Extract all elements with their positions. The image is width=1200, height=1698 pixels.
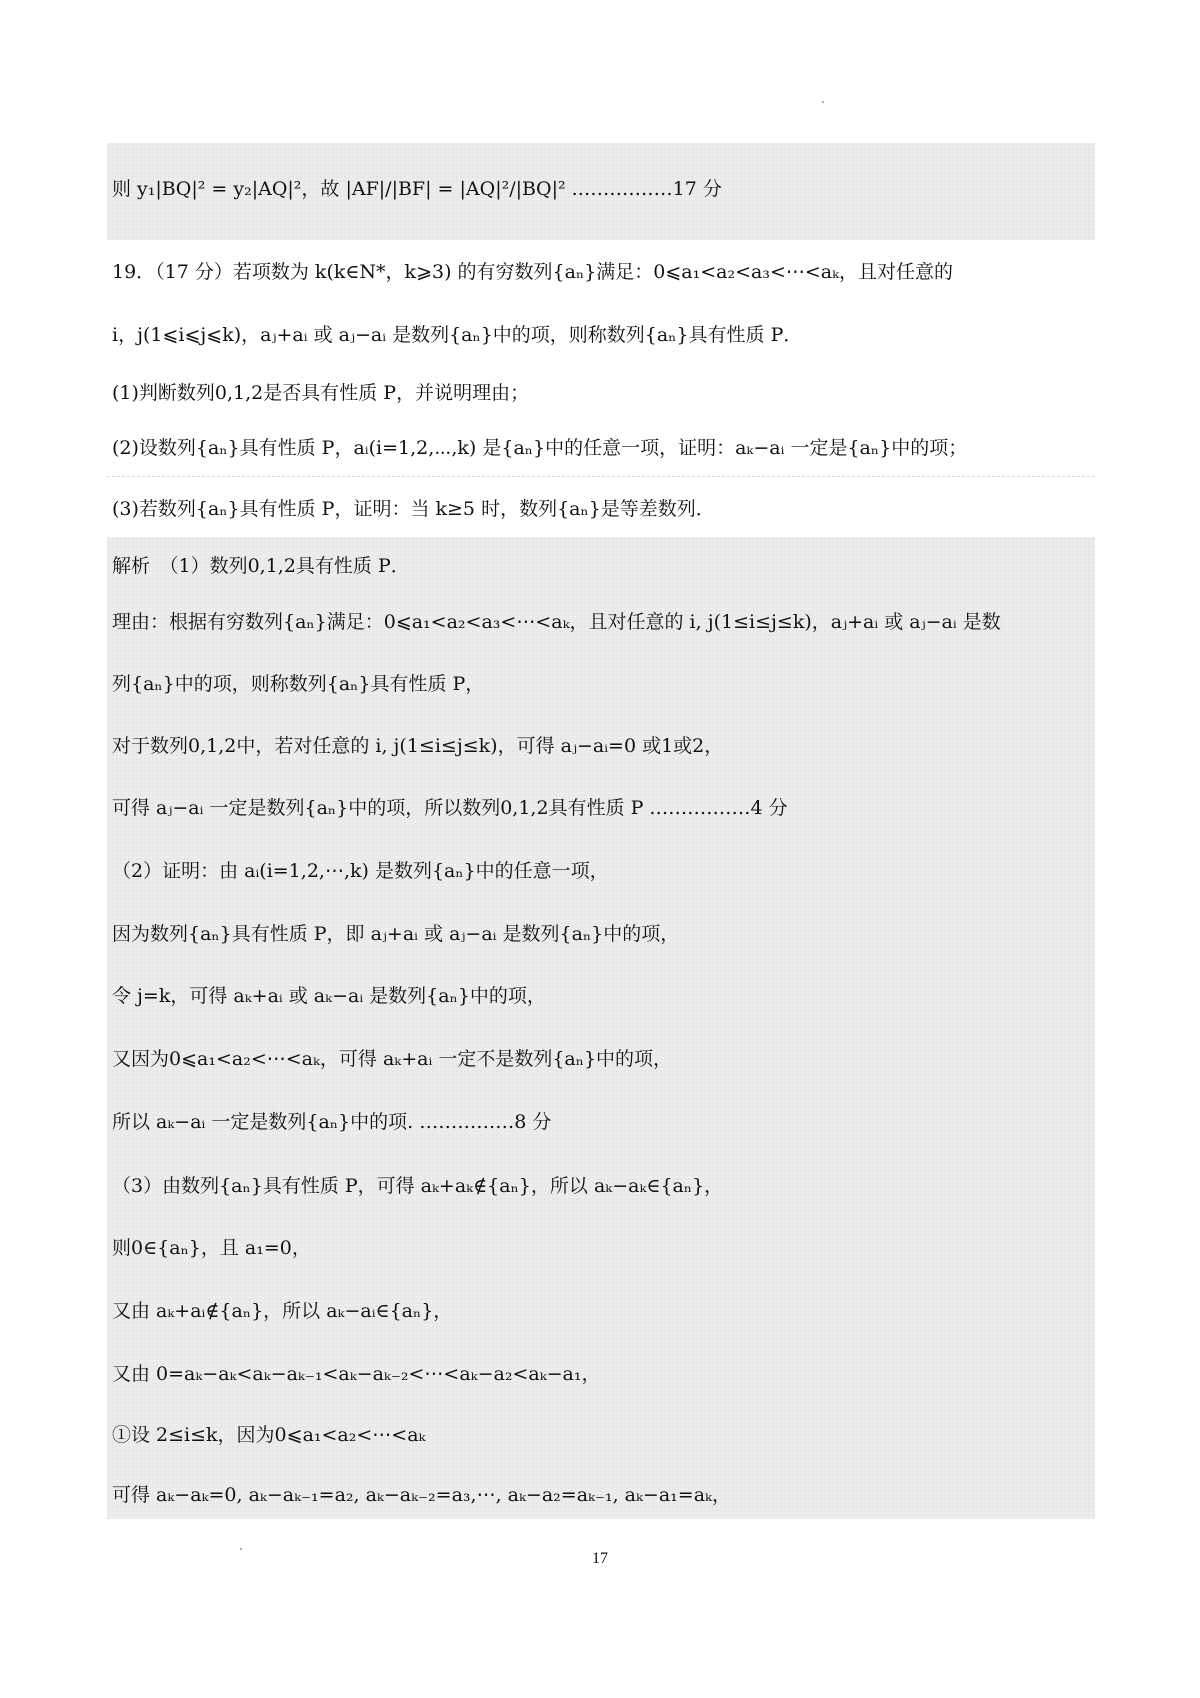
solution-line <box>112 794 788 822</box>
problem-part-1 <box>112 379 529 407</box>
solution-line-text: 所以 aₖ−aᵢ 一定是数列{aₙ}中的项. ……………8 分 <box>112 1111 552 1133</box>
solution-line-text: 理由：根据有穷数列{aₙ}满足：0⩽a₁<a₂<a₃<⋯<aₖ，且对任意的 i, j(1≤i≤j≤k)，aⱼ+aᵢ 或 aⱼ−aᵢ 是数 <box>112 611 1001 633</box>
solution-line <box>112 1108 551 1136</box>
solution-line <box>112 1421 425 1449</box>
problem-line-2 <box>112 321 802 349</box>
solution-line <box>112 552 410 580</box>
solution-line <box>112 1234 311 1262</box>
problem-part-3 <box>112 495 715 523</box>
solution-line-text: （3）由数列{aₙ}具有性质 P，可得 aₖ+aₖ∉{aₙ}，所以 aₖ−aₖ∈{aₙ}， <box>112 1175 724 1197</box>
solution-line-text: 解析 （1）数列0,1,2具有性质 P． <box>112 555 410 577</box>
solution-line-text: 因为数列{aₙ}具有性质 P，即 aⱼ+aᵢ 或 aⱼ−aᵢ 是数列{aₙ}中的项， <box>112 923 680 945</box>
problem-line-2-text: i，j(1⩽i⩽j⩽k)，aⱼ+aᵢ 或 aⱼ−aᵢ 是数列{aₙ}中的项，则称数列{aₙ}具有性质 P． <box>112 324 803 346</box>
solution-line <box>112 1360 601 1388</box>
solution-line-text: （2）证明：由 aᵢ(i=1,2,⋯,k) 是数列{aₙ}中的任意一项， <box>112 860 609 882</box>
problem-header <box>112 258 953 286</box>
solution-line-text: 列{aₙ}中的项，则称数列{aₙ}具有性质 P， <box>112 673 485 695</box>
problem-part-3-text: (3)若数列{aₙ}具有性质 P，证明：当 k≥5 时，数列{aₙ}是等差数列． <box>112 498 715 520</box>
solution-line-text: ①设 2≤i≤k，因为0⩽a₁<a₂<⋯<aₖ <box>112 1424 426 1446</box>
solution-line-text: 又由 0=aₖ−aₖ<aₖ−aₖ₋₁<aₖ−aₖ₋₂<⋯<aₖ−a₂<aₖ−a₁， <box>112 1363 601 1385</box>
solution-line <box>112 857 609 885</box>
solution-line <box>112 1481 731 1509</box>
solution-line <box>112 732 723 760</box>
solution-line-text: 对于数列0,1,2中，若对任意的 i, j(1≤i≤j≤k)，可得 aⱼ−aᵢ=0 或1或2， <box>112 735 724 757</box>
solution-line-text: 又因为0⩽a₁<a₂<⋯<aₖ，可得 aₖ+aᵢ 一定不是数列{aₙ}中的项， <box>112 1048 673 1070</box>
page-number: 17 <box>592 1550 608 1567</box>
problem-header-text: 19．（17 分）若项数为 k(k∈N*，k⩾3) 的有穷数列{aₙ}满足：0⩽a₁<a₂<a₃<⋯<aₖ，且对任意的 <box>112 261 954 283</box>
solution-line-text: 又由 aₖ+aᵢ∉{aₙ}，所以 aₖ−aᵢ∈{aₙ}， <box>112 1300 453 1322</box>
solution-line-text: 可得 aⱼ−aᵢ 一定是数列{aₙ}中的项，所以数列0,1,2具有性质 P .……………4 分 <box>112 797 788 819</box>
solution-line <box>112 982 546 1010</box>
solution-line <box>112 608 1001 636</box>
problem-part-2-text: (2)设数列{aₙ}具有性质 P，aᵢ(i=1,2,⋯,k) 是{aₙ}中的任意一项，证明：aₖ−aᵢ 一定是{aₙ}中的项； <box>112 437 968 459</box>
top-answer-text: 则 y₁|BQ|² = y₂|AQ|²，故 |AF|/|BF| = |AQ|²/|BQ|² .……………17 分 <box>112 178 722 200</box>
solution-line <box>112 670 484 698</box>
solution-line <box>112 1297 452 1325</box>
solution-line <box>112 1172 723 1200</box>
solution-line-text: 则0∈{aₙ}，且 a₁=0， <box>112 1237 311 1259</box>
solution-line <box>112 920 679 948</box>
solution-line-text: 可得 aₖ−aₖ=0, aₖ−aₖ₋₁=a₂, aₖ−aₖ₋₂=a₃,⋯, aₖ−a₂=aₖ₋₁, aₖ−a₁=aₖ， <box>112 1484 731 1506</box>
top-answer-line <box>112 175 722 203</box>
problem-part-1-text: (1)判断数列0,1,2是否具有性质 P，并说明理由； <box>112 382 530 404</box>
dotted-separator <box>107 476 1095 477</box>
scan-speck <box>822 101 824 103</box>
problem-part-2 <box>112 434 967 462</box>
solution-line <box>112 1045 672 1073</box>
solution-line-text: 令 j=k，可得 aₖ+aᵢ 或 aₖ−aᵢ 是数列{aₙ}中的项， <box>112 985 546 1007</box>
